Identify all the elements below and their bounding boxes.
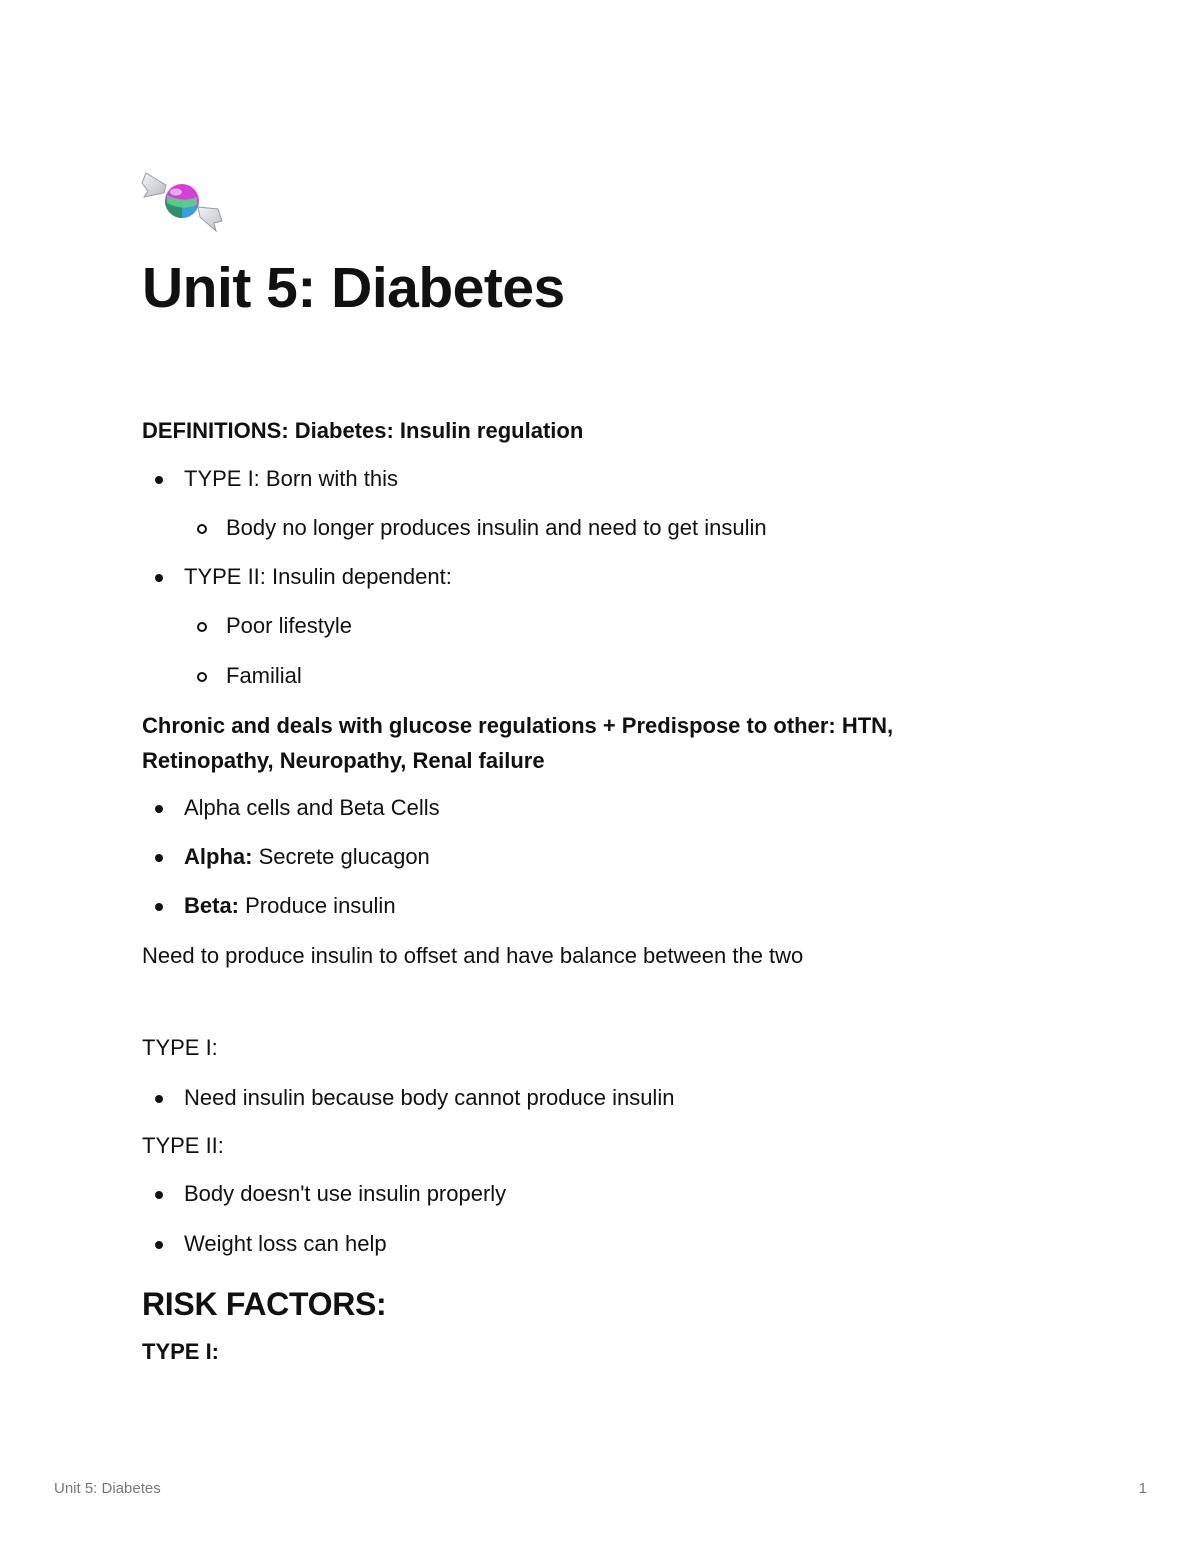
list-item: Familial [142, 660, 1042, 692]
candy-icon [140, 163, 226, 235]
page-number: 1 [1138, 1480, 1147, 1497]
list-item [142, 841, 1042, 873]
risk-type1-label: TYPE I: [142, 1339, 220, 1364]
list-item: Need insulin because body cannot produce insulin [142, 1082, 1042, 1114]
definitions-heading: DEFINITIONS: Diabetes: Insulin regulation [142, 418, 584, 443]
risk-factors-heading: RISK FACTORS: [142, 1286, 387, 1322]
list-item: Weight loss can help [142, 1228, 1042, 1260]
document-body [142, 415, 1042, 1368]
definitions-list [142, 463, 1042, 692]
type1-label: TYPE I: [142, 1035, 218, 1060]
beta-label: Beta: [184, 893, 240, 918]
balance-paragraph: Need to produce insulin to offset and have balance between the two [142, 943, 804, 968]
list-item: Body doesn't use insulin properly [142, 1178, 1042, 1210]
alpha-label: Alpha: [184, 844, 253, 869]
type2-list [142, 1178, 1042, 1260]
type2-label: TYPE II: [142, 1133, 224, 1158]
list-item: TYPE II: Insulin dependent: [142, 561, 1042, 593]
alpha-text: Secrete glucagon [252, 844, 430, 869]
cells-list [142, 792, 1042, 922]
list-item: TYPE I: Born with this [142, 463, 1042, 495]
list-item [142, 890, 1042, 922]
chronic-paragraph: Chronic and deals with glucose regulations + Predispose to other: HTN, Retinopathy, Neuropathy, Renal failure [142, 713, 894, 773]
list-item: Alpha cells and Beta Cells [142, 792, 1042, 824]
page-title: Unit 5: Diabetes [142, 256, 565, 320]
footer-title: Unit 5: Diabetes [54, 1480, 161, 1497]
list-item: Body no longer produces insulin and need to get insulin [142, 512, 1042, 544]
type1-list [142, 1082, 1042, 1114]
list-item: Poor lifestyle [142, 610, 1042, 642]
beta-text: Produce insulin [239, 893, 396, 918]
